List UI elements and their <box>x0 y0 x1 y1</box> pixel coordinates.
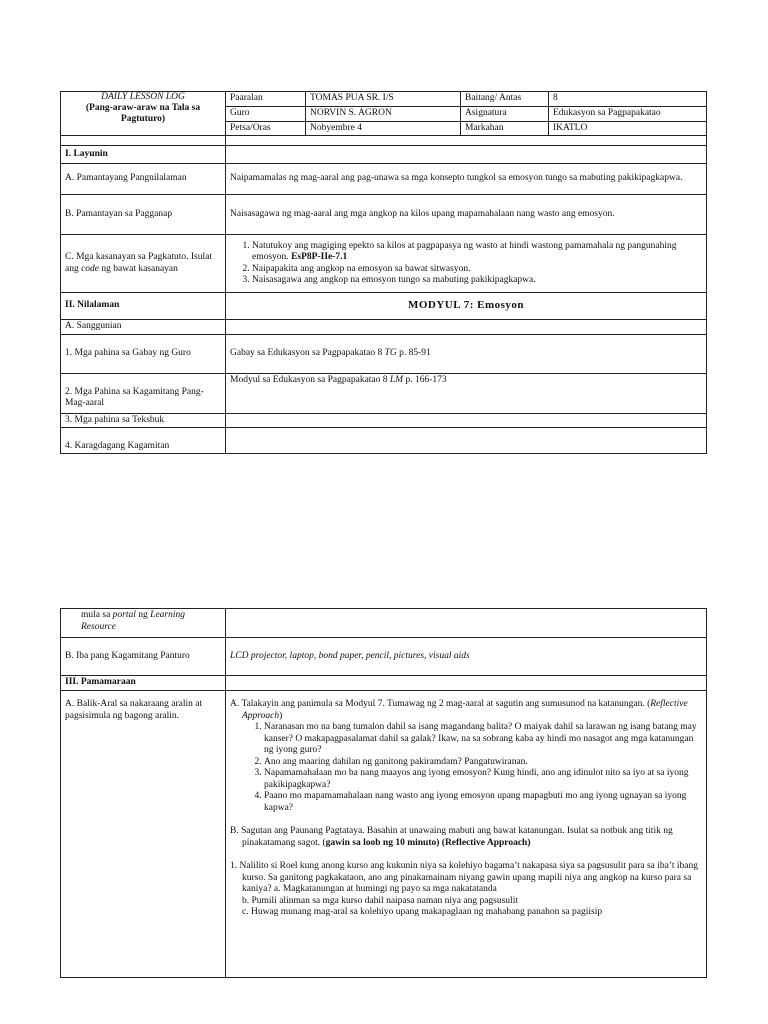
header-label-school: Paaralan <box>226 92 306 107</box>
pretest-choice-c: c. Huwag munang mag-aral sa kolehiyo upang makapaglaan ng mahabang panahon sa pagiisip <box>242 907 603 917</box>
content-standard-label: A. Pamantayang Pangnilalaman <box>61 164 226 195</box>
review-intro <box>230 699 702 722</box>
spacer-left <box>61 136 226 146</box>
content-standard-text: Naipamamalas ng mag-aaral ang pag-unawa sa mga konsepto tungkol sa emosyon tungo sa mabuting pakikipagkapwa. <box>226 164 707 195</box>
review-label: A. Balik-Aral sa nakaraang aralin at pagsisimula ng bagong aralin. <box>61 691 226 978</box>
teacher-guide-tg: TG <box>384 347 397 358</box>
lr-portal-word: portal <box>112 610 136 620</box>
references-label: A. Sanggunian <box>61 320 226 335</box>
log-title: DAILY LESSON LOG <box>101 92 185 102</box>
review-intro-part1: A. Talakayin ang panimula sa Modyul 7. Tumawag ng 2 mag-aaral at sagutin ang sumusunod na katanungan. ( <box>230 699 651 709</box>
review-intro-approach: Reflective Approach <box>242 699 688 721</box>
performance-standard-text: Naisasagawa ng mag-aaral ang mga angkop na kilos upang mapamahalaan nang wasto ang emosyon. <box>226 195 707 235</box>
review-question: 4. Paano mo mapamamahalaan nang wasto ang iyong emosyon upang mapagbuti mo ang iyong ugnayan sa iyong kapwa? <box>264 791 702 814</box>
textbook-empty <box>226 413 707 428</box>
lesson-log-table-page1 <box>60 91 707 454</box>
review-questions <box>230 722 702 814</box>
section-procedure-title: III. Pamamaraan <box>61 676 226 691</box>
header-value-quarter: IKATLO <box>549 121 707 136</box>
header-label-date: Petsa/Oras <box>226 121 306 136</box>
review-question: 1. Naranasan mo na bang tumalon dahil sa isang magandang balita? O maiyak dahil sa larawan ng isang batang may kanser? O makapagpasalamat dahil sa galak? Ikaw, na sa sobrang kaba ay hindi mo nasagot ang mga katanungan ng iyong guro? <box>264 722 702 757</box>
lesson-log-table-page2 <box>60 608 707 978</box>
header-label-quarter: Markahan <box>461 121 549 136</box>
section-objectives-title: I. Layunin <box>61 146 226 164</box>
other-materials-text <box>226 638 707 676</box>
competency-item <box>252 241 702 264</box>
learner-material-lm: LM <box>389 374 404 385</box>
module-title: MODYUL 7: Emosyon <box>226 293 707 320</box>
header-value-date: Nobyembre 4 <box>306 121 461 136</box>
learner-material-part2: p. 166-173 <box>403 374 447 385</box>
competencies-list-cell <box>226 235 707 293</box>
pretest-intro <box>230 826 702 849</box>
references-empty <box>226 320 707 335</box>
lr-portal-label <box>61 609 226 638</box>
learner-material-part1: Modyul sa Edukasyon sa Pagpapakatao 8 <box>230 374 390 385</box>
spacer-right <box>226 136 707 146</box>
section-content-title: II. Nilalaman <box>61 293 226 320</box>
header-value-school: TOMAS PUA SR. I/S <box>306 92 461 107</box>
competency-text: Natutukoy ang magiging epekto sa kilos at pagpapasya ng wasto at hindi wastong pamamahala ng pangunahing emosyon. <box>252 240 677 262</box>
competencies-label-part1: C. Mga kasanayan sa Pagkatuto. Isulat ang <box>65 252 212 274</box>
other-materials-label: B. Iba pang Kagamitang Panturo <box>61 638 226 676</box>
teacher-guide-part1: Gabay sa Edukasyon sa Pagpapakatao 8 <box>230 347 385 358</box>
pretest-choice-b: b. Pumili alinman sa mga kurso dahil naipasa naman niya ang pagsusulit <box>242 895 518 906</box>
header-value-subject: Edukasyon sa Pagpapakatao <box>549 107 707 122</box>
header-label-subject: Asignatura <box>461 107 549 122</box>
section-objectives-empty <box>226 146 707 164</box>
additional-materials-label: 4. Karagdagang Kagamitan <box>61 428 226 454</box>
section-procedure-empty <box>226 676 707 691</box>
performance-standard-label: B. Pamantayan sa Pagganap <box>61 195 226 235</box>
log-title-cell <box>61 92 226 136</box>
lr-portal-lr: Learning Resource <box>81 610 185 632</box>
textbook-label: 3. Mga pahina sa Teksbuk <box>61 413 226 428</box>
competencies-label <box>61 235 226 293</box>
additional-materials-empty <box>226 428 707 454</box>
teacher-guide-part2: p. 85-91 <box>396 347 431 358</box>
header-label-grade: Baitang/ Antas <box>461 92 549 107</box>
teacher-guide-label: 1. Mga pahina sa Gabay ng Guro <box>61 334 226 373</box>
header-value-grade: 8 <box>549 92 707 107</box>
competencies-list <box>230 241 702 287</box>
header-label-teacher: Guro <box>226 107 306 122</box>
other-materials-list: LCD projector, laptop, bond paper, pencil, pictures, visual aids <box>230 650 470 661</box>
pretest-intro-bold: gawin sa loob ng 10 minuto) (Reflective Approach) <box>325 837 531 848</box>
lr-portal-part1: mula sa <box>81 610 113 620</box>
teacher-guide-text <box>226 334 707 373</box>
competency-code: EsP8P-IIe-7.1 <box>291 252 348 262</box>
competency-item: 3. Naisasagawa ang angkop na emosyon tungo sa mabuting pakikipagkapwa. <box>252 275 702 287</box>
learner-material-label: 2. Mga Pahina sa Kagamitang Pang-Mag-aaral <box>61 373 226 413</box>
competency-item: 2. Naipapakita ang angkop na emosyon sa bawat sitwasyon. <box>252 264 702 276</box>
review-content <box>226 691 707 978</box>
pretest-question-1: 1. Nalilito si Roel kung anong kurso ang kukunin niya sa kolehiyo bagama’t nakapasa siya sa pagsusulit para sa iba’t ibang kurso. Sa ganitong pagkakataon, ano ang pinakamainam niyang gawin upang mapili niya ang angkop na kurso para sa kaniya? a. Magkatanungan at humingi ng payo sa mga nakatatanda <box>230 861 698 894</box>
log-subtitle: (Pang-araw-araw na Tala sa Pagtuturo) <box>85 103 201 124</box>
competencies-label-part2: ng bawat kasanayan <box>99 263 178 274</box>
pretest-intro-part1: B. Sagutan ang Paunang Pagtataya. Basahin at unawaing mabuti ang bawat katanungan. Isulat sa notbuk ang titik ng pinakatamang sagot. ( <box>230 826 673 848</box>
competencies-label-code: code <box>81 263 100 274</box>
lr-portal-empty <box>226 609 707 638</box>
learner-material-text <box>226 373 707 413</box>
review-intro-part2: ) <box>279 710 283 721</box>
lr-portal-part2: ng <box>135 610 151 620</box>
review-question: 2. Ano ang maaring dahilan ng ganitong pakiramdam? Pangatuwiranan. <box>264 757 702 769</box>
review-question: 3. Napamamahalaan mo ba nang maayos ang iyong emosyon? Kung hindi, ano ang idinulot nito sa iyo at sa iyong pakikipagkapwa? <box>264 768 702 791</box>
header-value-teacher: NORVIN S. AGRON <box>306 107 461 122</box>
